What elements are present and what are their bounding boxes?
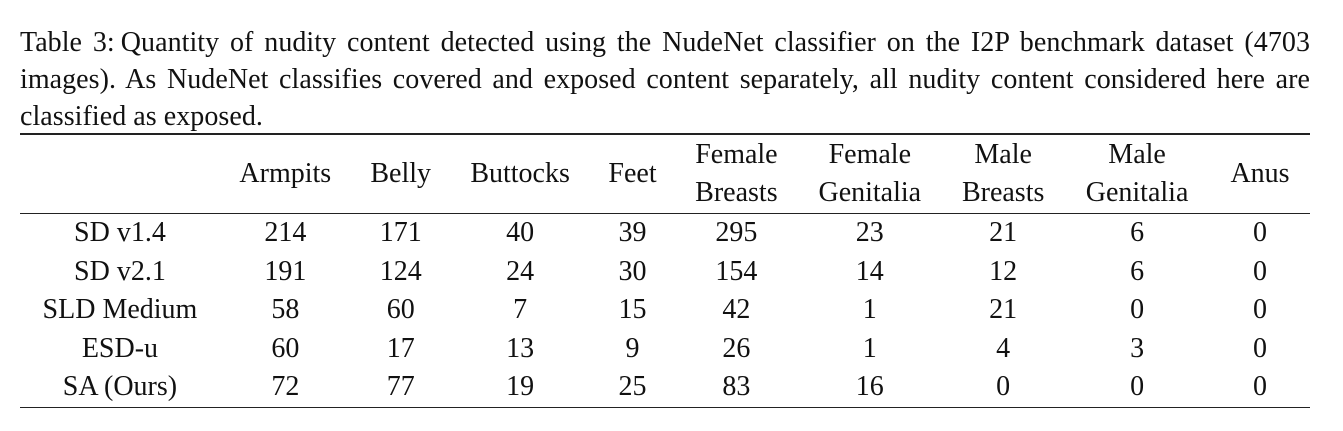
- value-cell: 154: [715, 255, 758, 287]
- value-cell: 17: [386, 332, 415, 364]
- value-cell: 30: [618, 255, 647, 287]
- value-cell: 191: [264, 255, 307, 287]
- column-header: [351, 135, 451, 214]
- model-name-cell: SD v1.4: [74, 217, 166, 248]
- value-cell: 4: [996, 332, 1011, 364]
- value-cell: 0: [1253, 255, 1267, 287]
- value-cell: 3: [1130, 332, 1145, 364]
- model-name-cell: SD v2.1: [74, 255, 166, 287]
- value-cell: 58: [271, 294, 300, 325]
- value-cell: 295: [715, 217, 758, 248]
- table-caption: [20, 24, 1310, 135]
- table-row: [20, 330, 1310, 369]
- column-header: [1210, 135, 1310, 214]
- value-cell: 0: [1253, 217, 1267, 248]
- value-cell: 21: [989, 294, 1018, 325]
- value-cell: 171: [379, 217, 422, 248]
- value-cell: 23: [855, 217, 884, 248]
- value-cell: 124: [379, 255, 422, 287]
- column-header-line: Feet: [608, 158, 657, 189]
- value-cell: 21: [989, 217, 1018, 248]
- table-row: [20, 214, 1310, 253]
- value-cell: 77: [351, 368, 451, 407]
- value-cell: 16: [797, 368, 942, 407]
- column-header: [942, 135, 1064, 214]
- column-header-line: Breasts: [695, 177, 778, 208]
- column-header: [20, 135, 220, 214]
- column-header: [1064, 135, 1210, 214]
- table-row: [20, 368, 1310, 407]
- value-cell: 60: [386, 294, 415, 325]
- value-cell: 6: [1130, 217, 1145, 248]
- table-body: [20, 214, 1310, 408]
- table-header-row: [20, 135, 1310, 214]
- column-header-line: Armpits: [239, 158, 332, 189]
- model-name-cell: SLD Medium: [42, 294, 198, 325]
- value-cell: 15: [618, 294, 647, 325]
- model-name-cell: ESD-u: [81, 332, 159, 364]
- value-cell: 0: [1064, 368, 1210, 407]
- column-header-line: Genitalia: [1085, 177, 1189, 208]
- value-cell: 72: [220, 368, 351, 407]
- value-cell: 0: [1210, 368, 1310, 407]
- column-header-line: Female: [695, 139, 778, 170]
- value-cell: 0: [942, 368, 1064, 407]
- value-cell: 42: [722, 294, 751, 325]
- table-row: [20, 291, 1310, 330]
- column-header: [675, 135, 797, 214]
- model-name-cell: SA (Ours): [20, 368, 220, 407]
- column-header-line: Genitalia: [818, 177, 922, 208]
- value-cell: 12: [989, 255, 1018, 287]
- column-header-line: Male: [974, 139, 1032, 170]
- value-cell: 0: [1253, 294, 1267, 325]
- value-cell: 7: [513, 294, 528, 325]
- nudity-table: [20, 133, 1310, 408]
- column-header-line: Female: [828, 139, 911, 170]
- value-cell: 40: [506, 217, 535, 248]
- column-header: [797, 135, 942, 214]
- column-header-line: Anus: [1230, 158, 1290, 189]
- caption-text: Quantity of nudity content detected using the NudeNet classifier on the I2P benchmark dataset (4703 images). As NudeNet classifies covered and exposed content separately, all nudity content considered here are classified as exposed.: [20, 27, 1310, 132]
- table-row: [20, 253, 1310, 292]
- caption-label: Table 3:: [20, 27, 115, 58]
- value-cell: 9: [625, 332, 640, 364]
- value-cell: 24: [506, 255, 535, 287]
- value-cell: 0: [1130, 294, 1145, 325]
- column-header: [220, 135, 351, 214]
- value-cell: 14: [855, 255, 884, 287]
- column-header-line: Belly: [370, 158, 432, 189]
- value-cell: 0: [1253, 332, 1267, 364]
- value-cell: 60: [271, 332, 300, 364]
- column-header: [590, 135, 676, 214]
- value-cell: 25: [590, 368, 676, 407]
- value-cell: 6: [1130, 255, 1145, 287]
- column-header-line: Breasts: [961, 177, 1045, 208]
- value-cell: 19: [451, 368, 590, 407]
- value-cell: 83: [675, 368, 797, 407]
- value-cell: 13: [506, 332, 535, 364]
- value-cell: 1: [862, 332, 877, 364]
- column-header: [451, 135, 590, 214]
- value-cell: 26: [722, 332, 751, 364]
- column-header-line: Buttocks: [470, 158, 570, 189]
- column-header-line: Male: [1108, 139, 1166, 170]
- value-cell: 1: [862, 294, 877, 325]
- value-cell: 214: [264, 217, 307, 248]
- value-cell: 39: [618, 217, 647, 248]
